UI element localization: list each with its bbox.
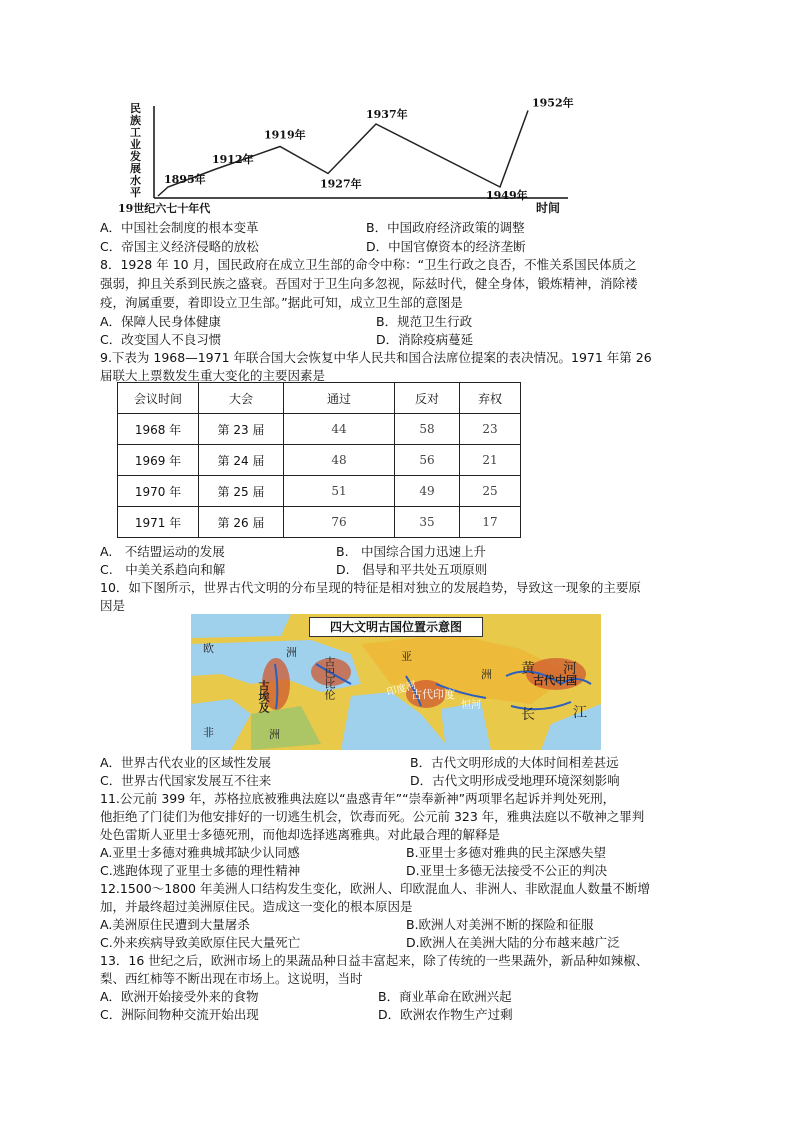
- map-label-asia-2: 洲: [481, 668, 492, 681]
- q11-option-d[interactable]: D.亚里士多德无法接受不公正的判决: [406, 863, 608, 878]
- chart-y-label-char: 水: [130, 174, 141, 187]
- q12-option-a[interactable]: A.美洲原住民遭到大量屠杀: [100, 917, 250, 932]
- chart-point-label: 1895年: [164, 173, 206, 186]
- table-row: [118, 507, 521, 538]
- q7-option-c[interactable]: C．帝国主义经济侵略的放松: [100, 239, 259, 254]
- table-cell: 1970 年: [118, 476, 199, 507]
- q8-stem-line1: 8．1928 年 10 月，国民政府在成立卫生部的命令中称：“卫生行政之良否，不惟关系国民体质之: [100, 257, 637, 272]
- map-label-europe-2: 洲: [286, 646, 297, 659]
- q12-option-b[interactable]: B.欧洲人对美洲不断的探险和征服: [406, 917, 594, 932]
- table-header-cell: 会议时间: [118, 383, 199, 414]
- map-label-europe: 欧: [203, 642, 214, 655]
- table-cell: 76: [284, 507, 395, 538]
- q7-option-d[interactable]: D．中国官僚资本的经济垄断: [366, 239, 526, 254]
- chart-point-label: 1937年: [366, 108, 408, 121]
- map-label-indus: 印度河: [385, 680, 418, 699]
- map-label-ganges: 恒河: [461, 700, 481, 711]
- chart-y-axis-label: [129, 101, 141, 199]
- q13-stem-line2: 梨、西红柿等不断出现在市场上。这说明，当时: [100, 971, 363, 986]
- q13-option-a[interactable]: A．欧洲开始接受外来的食物: [100, 989, 259, 1004]
- q12-stem-line1: 12.1500～1800 年美洲人口结构发生变化，欧洲人、印欧混血人、非洲人、非欧混血人数量不断增: [100, 881, 650, 896]
- q13-option-d[interactable]: D．欧洲农作物生产过剩: [378, 1007, 513, 1022]
- q11-stem-line2: 他拒绝了门徒们为他安排好的一切逃生机会，饮毒而死。公元前 323 年，雅典法庭以不敬神之罪判: [100, 809, 645, 824]
- map-label-india: 古代印度: [411, 688, 455, 701]
- table-cell: 第 26 届: [199, 507, 284, 538]
- q7-option-b[interactable]: B．中国政府经济政策的调整: [366, 220, 525, 235]
- map-label-yangtze-2: 江: [573, 705, 587, 721]
- q8-option-b[interactable]: B．规范卫生行政: [376, 314, 473, 329]
- table-cell: 44: [284, 414, 395, 445]
- table-cell: 48: [284, 445, 395, 476]
- chart-x-start-label: 19世纪六七十年代: [118, 202, 211, 215]
- q8-option-c[interactable]: C．改变国人不良习惯: [100, 332, 222, 347]
- map-label-asia: 亚: [401, 650, 412, 663]
- table-header-row: [118, 383, 521, 414]
- q10-stem-line1: 10．如下图所示，世界古代文明的分布呈现的特征是相对独立的发展趋势，导致这一现象的主要原: [100, 580, 641, 595]
- table-header-cell: 大会: [199, 383, 284, 414]
- chart-x-label: 时间: [536, 201, 561, 215]
- table-row: [118, 445, 521, 476]
- table-cell: 1968 年: [118, 414, 199, 445]
- table-cell: 第 25 届: [199, 476, 284, 507]
- q13-option-c[interactable]: C．洲际间物种交流开始出现: [100, 1007, 259, 1022]
- map-title: 四大文明古国位置示意图: [309, 617, 483, 637]
- map-label-yellow-river: 黄: [521, 661, 535, 677]
- chart-y-label-char: 展: [130, 162, 141, 175]
- q13-option-b[interactable]: B．商业革命在欧洲兴起: [378, 989, 512, 1004]
- chart-y-label-char: 平: [130, 186, 141, 199]
- chart-point-label: 1949年: [486, 189, 528, 202]
- table-cell: 1969 年: [118, 445, 199, 476]
- table-cell: 1971 年: [118, 507, 199, 538]
- four-civilizations-map: [191, 614, 601, 750]
- national-industry-chart: [118, 96, 598, 218]
- chart-y-label-char: 发: [130, 150, 141, 163]
- q9-option-a[interactable]: A. 不结盟运动的发展: [100, 544, 225, 559]
- chart-y-label-char: 民: [130, 102, 141, 115]
- map-label-yangtze: 长: [521, 707, 535, 723]
- q11-option-c[interactable]: C.逃跑体现了亚里士多德的理性精神: [100, 863, 301, 878]
- q12-stem-line2: 加，并最终超过美洲原住民。造成这一变化的根本原因是: [100, 899, 413, 914]
- chart-point-label: 1927年: [320, 177, 362, 191]
- table-cell: 第 24 届: [199, 445, 284, 476]
- q13-stem-line1: 13．16 世纪之后，欧洲市场上的果蔬品种日益丰富起来，除了传统的一些果蔬外，新品种如辣椒、: [100, 953, 649, 968]
- q9-stem-line1: 9.下表为 1968—1971 年联合国大会恢复中华人民共和国合法席位提案的表决情况。1971 年第 26: [100, 350, 652, 365]
- q9-option-b[interactable]: B. 中国综合国力迅速上升: [336, 544, 487, 559]
- table-header-cell: 通过: [284, 383, 395, 414]
- table-header-cell: 反对: [395, 383, 460, 414]
- q9-stem-line2: 届联大上票数发生重大变化的主要因素是: [100, 368, 326, 383]
- q7-option-a[interactable]: A．中国社会制度的根本变革: [100, 220, 259, 235]
- table-row: [118, 476, 521, 507]
- q11-option-b[interactable]: B.亚里士多德对雅典的民主深感失望: [406, 845, 607, 860]
- q12-option-c[interactable]: C.外来疾病导致美欧原住民大量死亡: [100, 935, 301, 950]
- table-cell: 35: [395, 507, 460, 538]
- table-cell: 58: [395, 414, 460, 445]
- table-cell: 49: [395, 476, 460, 507]
- q8-option-d[interactable]: D．消除疫病蔓延: [376, 332, 474, 347]
- chart-point-label: 1952年: [532, 96, 574, 110]
- table-header-cell: 弃权: [460, 383, 521, 414]
- map-label-africa-2: 洲: [269, 728, 280, 741]
- chart-y-label-char: 工: [130, 126, 141, 139]
- q8-stem-line2: 强弱，抑且关系到民族之盛衰。吾国对于卫生向多忽视，际兹时代，健全身体，锻炼精神，消除褛: [100, 276, 638, 291]
- table-cell: 25: [460, 476, 521, 507]
- table-cell: 51: [284, 476, 395, 507]
- q12-option-d[interactable]: D.欧洲人在美洲大陆的分布越来越广泛: [406, 935, 620, 950]
- map-label-china: 古代中国: [533, 674, 577, 687]
- q10-stem-line2: 因是: [100, 598, 126, 613]
- q8-option-a[interactable]: A．保障人民身体健康: [100, 314, 222, 329]
- table-cell: 17: [460, 507, 521, 538]
- q10-option-c[interactable]: C．世界古代国家发展互不往来: [100, 773, 272, 788]
- table-row: [118, 414, 521, 445]
- table-cell: 第 23 届: [199, 414, 284, 445]
- chart-y-label-char: 业: [130, 138, 141, 151]
- q9-option-d[interactable]: D. 倡导和平共处五项原则: [336, 562, 488, 577]
- q8-stem-line3: 疫，洵属重要，着即设立卫生部。”据此可知，成立卫生部的意图是: [100, 295, 463, 310]
- q11-stem-line1: 11.公元前 399 年，苏格拉底被雅典法庭以“蛊惑青年”“崇奉新神”两项罪名起诉并判处死刑，: [100, 791, 616, 806]
- table-cell: 23: [460, 414, 521, 445]
- q10-option-a[interactable]: A．世界古代农业的区域性发展: [100, 755, 272, 770]
- map-label-yellow-river-2: 河: [563, 661, 577, 677]
- map-label-egypt: 古埃及: [257, 680, 270, 713]
- q11-option-a[interactable]: A.亚里士多德对雅典城邦缺少认同感: [100, 845, 300, 860]
- chart-y-label-char: 族: [130, 114, 141, 127]
- map-label-africa: 非: [203, 726, 214, 739]
- q9-option-c[interactable]: C. 中美关系趋向和解: [100, 562, 226, 577]
- q11-stem-line3: 处色雷斯人亚里士多德死刑，而他却选择逃离雅典。对此最合理的解释是: [100, 827, 501, 842]
- q10-option-b[interactable]: B．古代文明形成的大体时间相差甚远: [410, 755, 619, 770]
- chart-point-label: 1919年: [264, 128, 306, 142]
- table-cell: 56: [395, 445, 460, 476]
- un-vote-table: [117, 382, 521, 538]
- table-cell: 21: [460, 445, 521, 476]
- chart-point-label: 1912年: [212, 153, 254, 166]
- map-label-babylon: 古巴比伦: [323, 656, 336, 700]
- q10-option-d[interactable]: D．古代文明形成受地理环境深刻影响: [410, 773, 620, 788]
